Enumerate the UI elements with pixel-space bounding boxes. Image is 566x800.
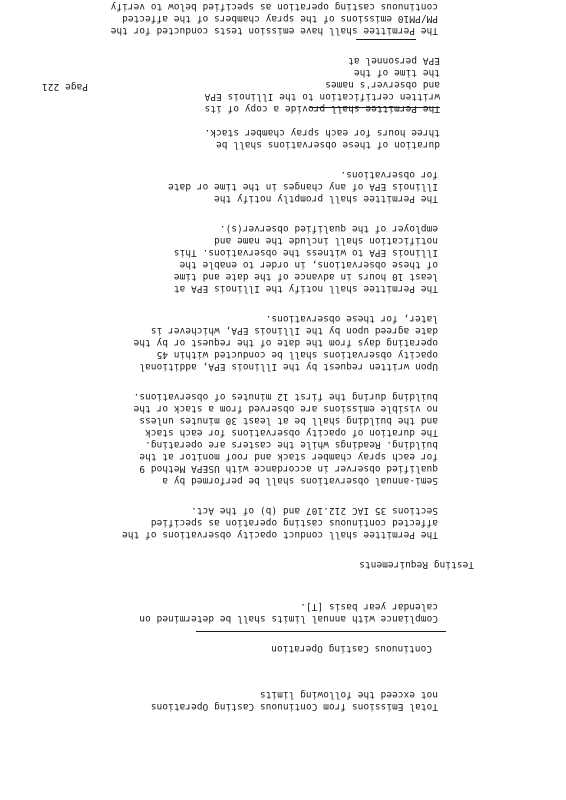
text-line: opacity observations shall be conducted within 45: [156, 349, 438, 360]
text-line: later, for these observations.: [265, 313, 438, 324]
text-line: Compliance with annual limits shall be determined on: [139, 613, 438, 624]
text-line: and observer's names: [325, 79, 440, 90]
text-line: Semi-annual observations shall be performed by a: [162, 475, 438, 486]
text-line: for observations.: [340, 169, 438, 180]
text-line: affected continuous casting operation as specified: [150, 517, 438, 528]
text-line: qualified observer in accordance with USEPA Method 9: [139, 463, 438, 474]
text-line: no visible emissions are observed from a stack or the: [133, 403, 438, 414]
text-line: three hours for each spray chamber stack.: [204, 127, 440, 138]
text-line: date agreed upon by the Illinois EPA, whichever is: [150, 325, 438, 336]
text-line: building during the first 12 minutes of observations.: [133, 391, 438, 402]
text-line: not exceed the following limits: [259, 689, 438, 700]
text-line: The Permittee shall provide a copy of its: [204, 103, 440, 114]
text-line: operating days from the date of the request or by the: [133, 337, 438, 348]
text-line: The Permittee shall conduct opacity observations of the: [122, 529, 438, 540]
underline-rule: [356, 39, 416, 40]
text-line: Continuous Casting Operation: [271, 643, 432, 654]
text-line: notification shall include the name and: [213, 235, 438, 246]
text-line: building. Readings while the casters are operating.: [145, 439, 438, 450]
page-label: Page 221: [42, 81, 88, 92]
text-line: least 10 hours in advance of the date and time: [173, 271, 438, 282]
text-line: calendar year basis [T].: [300, 601, 438, 612]
text-line: employer of the qualified observer(s).: [219, 223, 438, 234]
underline-rule: [196, 631, 446, 632]
text-line: the time of the: [353, 67, 440, 78]
text-line: and the building shall be at least 30 minutes unless: [139, 415, 438, 426]
text-line: The Permittee shall notify the Illinois EPA at: [173, 283, 438, 294]
text-line: continuous casting operation as specified below to verify: [110, 1, 438, 12]
text-line: EPA personnel at: [348, 55, 440, 66]
text-line: of these observations, in order to enable the: [179, 259, 438, 270]
text-line: Testing Requirements: [359, 559, 474, 570]
text-line: for each spray chamber stack and roof monitor at the: [139, 451, 438, 462]
text-line: The Permittee shall have emission tests conducted for the: [110, 25, 438, 36]
text-line: Illinois EPA of any changes in the time or date: [168, 181, 438, 192]
text-line: PM/PM10 emissions of the spray chambers of the affected: [122, 13, 438, 24]
underline-rule: [310, 107, 440, 108]
text-line: The Permittee shall promptly notify the: [213, 193, 438, 204]
text-line: Illinois EPA to witness the observations. This: [173, 247, 438, 258]
text-line: The duration of opacity observations for each stack: [145, 427, 438, 438]
text-line: Sections 35 IAC 212.107 and (b) of the Act.: [190, 505, 438, 516]
text-line: duration of these observations shall be: [215, 139, 440, 150]
text-line: Total Emissions from Continuous Casting Operations: [150, 701, 438, 712]
text-line: written certification to the Illinois EPA: [204, 91, 440, 102]
text-line: Upon written request by the Illinois EPA, additional: [139, 361, 438, 372]
